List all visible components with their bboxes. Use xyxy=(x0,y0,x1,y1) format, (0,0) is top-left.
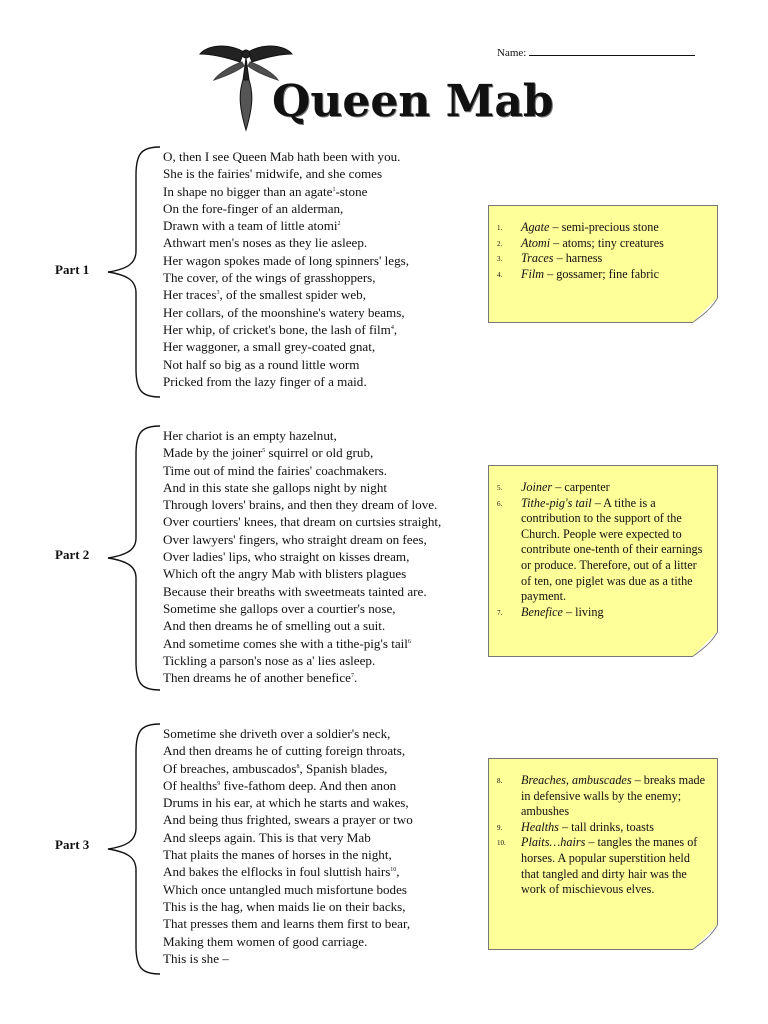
poem-line xyxy=(163,760,413,777)
part-1-stanza xyxy=(163,148,409,390)
footnote-number: 3. xyxy=(497,255,503,264)
poem-line-text: Because their breaths with sweetmeats tainted are. xyxy=(163,583,427,599)
poem-line xyxy=(163,669,441,686)
part-3-stanza xyxy=(163,725,413,967)
footnote-term: Film xyxy=(521,266,545,281)
footnote-number: 5. xyxy=(497,484,503,492)
poem-line xyxy=(163,635,441,652)
poem-line-text: That plaits the manes of horses in the night, xyxy=(163,847,392,863)
part-3-label: Part 3 xyxy=(55,837,90,852)
page-curl-icon xyxy=(692,631,718,657)
poem-line xyxy=(163,863,413,880)
name-field xyxy=(497,45,695,59)
footnote-number: 2. xyxy=(497,239,503,248)
poem-line xyxy=(163,496,441,513)
poem-line-text: On the fore-finger of an alderman, xyxy=(163,200,344,216)
footnote-definition: – breaks made in defensive walls by the enemy; ambushes xyxy=(521,773,705,819)
poem-line-text: This is the hag, when maids lie on their backs, xyxy=(163,898,406,914)
footnote-definition: – carpenter xyxy=(552,480,610,494)
poem-line-text: Her waggoner, a small grey-coated gnat, xyxy=(163,339,376,355)
poem-line-text: This is she – xyxy=(163,950,229,966)
poem-line xyxy=(163,462,441,479)
poem-line xyxy=(163,427,441,444)
poem-line xyxy=(163,531,441,548)
poem-line xyxy=(163,898,413,915)
poem-line xyxy=(163,373,409,390)
poem-line xyxy=(163,234,409,251)
poem-line xyxy=(163,286,409,303)
poem-line-text: Of healths xyxy=(163,777,218,793)
poem-line-continuation: . xyxy=(353,670,358,686)
poem-line xyxy=(163,269,409,286)
footnote-marker: 10 xyxy=(390,867,397,874)
footnote-term: Agate xyxy=(521,220,550,234)
poem-line-text: Over ladies' lips, who straight on kisses dream, xyxy=(163,549,410,565)
footnote-item xyxy=(497,773,709,820)
poem-line xyxy=(163,304,409,321)
poem-line-text: Through lovers' brains, and then they dream of love. xyxy=(163,497,438,513)
poem-line xyxy=(163,881,413,898)
poem-line-continuation: five-fathom deep. And then anon xyxy=(220,777,397,793)
footnote-number: 1. xyxy=(497,224,503,232)
poem-line-text: And sometime comes she with a tithe-pig's tail xyxy=(163,635,408,651)
part-1-footnote xyxy=(488,205,718,323)
poem-line xyxy=(163,846,413,863)
poem-line-text: Tickling a parson's nose as a' lies asleep. xyxy=(163,652,376,668)
poem-line-text: Made by the joiner xyxy=(163,445,263,461)
footnote-definition: – tall drinks, toasts xyxy=(558,819,655,834)
poem-line-text: Pricked from the lazy finger of a maid. xyxy=(163,373,367,389)
poem-line xyxy=(163,811,413,828)
poem-line xyxy=(163,829,413,846)
poem-line xyxy=(163,479,441,496)
poem-line-text: O, then I see Queen Mab hath been with you. xyxy=(163,149,401,164)
footnote-number: 9. xyxy=(497,823,503,832)
footnote-term: Atomi xyxy=(521,235,551,250)
footnote-term: Healths xyxy=(521,819,559,834)
footnote-marker: 9 xyxy=(217,780,221,787)
footnote-definition: – harness xyxy=(553,251,603,266)
poem-line-text: Her collars, of the moonshine's watery beams, xyxy=(163,304,405,320)
footnote-item xyxy=(497,480,709,496)
poem-line xyxy=(163,742,413,759)
footnote-number: 10. xyxy=(497,839,506,848)
poem-line xyxy=(163,356,409,373)
footnote-marker: 7 xyxy=(350,673,354,680)
poem-line xyxy=(163,777,413,794)
footnote-definition: – atoms; tiny creatures xyxy=(550,235,664,250)
page-curl-icon xyxy=(692,924,718,950)
footnote-item xyxy=(497,220,709,236)
footnote-marker: 4 xyxy=(390,324,394,331)
poem-line-text: Over courtiers' knees, that dream on curtsies straight, xyxy=(163,514,442,530)
poem-line-text: Her chariot is an empty hazelnut, xyxy=(163,428,337,443)
poem-line xyxy=(163,915,413,932)
poem-line-text: And in this state she gallops night by night xyxy=(163,479,388,495)
poem-line-text: The cover, of the wings of grasshoppers, xyxy=(163,270,376,286)
poem-line xyxy=(163,513,441,530)
poem-line xyxy=(163,321,409,338)
poem-line-text: Her whip, of cricket's bone, the lash of film xyxy=(163,321,391,337)
footnote-definition: – semi-precious stone xyxy=(549,220,659,234)
part-2-label: Part 2 xyxy=(55,547,90,562)
footnote-marker: 8 xyxy=(296,763,300,770)
name-label: Name: xyxy=(497,47,527,59)
part-2-brace xyxy=(106,424,162,692)
footnote-item xyxy=(497,236,709,252)
footnote-item xyxy=(497,835,709,897)
poem-line-text: Sometime she gallops over a courtier's nose, xyxy=(163,600,396,616)
part-1-label: Part 1 xyxy=(55,262,90,277)
poem-line xyxy=(163,252,409,269)
poem-line-continuation: , Spanish blades, xyxy=(299,760,388,776)
poem-line-text: That presses them and learns them first to bear, xyxy=(163,916,411,932)
poem-line-text: Sometime she driveth over a soldier's neck, xyxy=(163,726,391,741)
part-3-footnote xyxy=(488,758,718,950)
poem-line-continuation: , xyxy=(396,864,400,880)
footnote-term: Traces xyxy=(521,251,554,266)
footnote-item xyxy=(497,605,709,621)
poem-line-continuation: -stone xyxy=(335,183,368,199)
footnote-number: 8. xyxy=(497,777,503,785)
footnote-term: Plaits…hairs xyxy=(521,835,586,850)
footnote-marker: 1 xyxy=(332,186,336,193)
footnote-definition: – gossamer; fine fabric xyxy=(544,266,660,281)
poem-line xyxy=(163,548,441,565)
poem-line-text: Making them women of good carriage. xyxy=(163,933,368,949)
part-2-stanza xyxy=(163,427,441,686)
poem-line xyxy=(163,148,409,165)
poem-line-text: And bakes the elflocks in foul sluttish hairs xyxy=(163,864,391,880)
poem-line-text: She is the fairies' midwife, and she comes xyxy=(163,166,383,182)
footnote-item xyxy=(497,267,709,283)
poem-line xyxy=(163,950,413,967)
footnote-item xyxy=(497,496,709,605)
poem-line-text: And then dreams he of smelling out a suit. xyxy=(163,618,386,634)
poem-line-text: In shape no bigger than an agate xyxy=(163,183,333,199)
footnote-definition: – A tithe is a contribution to the support of the Church. People were expected to contribute one-tenth of their earnings or produce. Therefore, out of a litter of ten, one piglet was due as a tithe payment. xyxy=(521,495,703,604)
footnote-marker: 5 xyxy=(262,448,266,455)
poem-line-text: Time out of mind the fairies' coachmakers. xyxy=(163,462,388,478)
poem-line xyxy=(163,933,413,950)
footnote-marker: 3 xyxy=(216,290,220,297)
poem-line-text: Of breaches, ambuscados xyxy=(163,760,297,776)
poem-line-text: Which once untangled much misfortune bodes xyxy=(163,881,407,897)
poem-line-text: And being thus frighted, swears a prayer or two xyxy=(163,812,413,828)
poem-line xyxy=(163,338,409,355)
poem-line xyxy=(163,600,441,617)
poem-line xyxy=(163,617,441,634)
poem-line xyxy=(163,200,409,217)
footnote-term: Breaches, ambuscades xyxy=(521,773,632,787)
footnote-number: 4. xyxy=(497,270,503,279)
poem-line-text: Over lawyers' fingers, who straight dream on fees, xyxy=(163,531,427,547)
poem-line-text: Her wagon spokes made of long spinners' legs, xyxy=(163,252,410,268)
page-title: Queen Mab xyxy=(272,76,554,127)
poem-line-text: Then dreams he of another benefice xyxy=(163,670,351,686)
footnote-term: Tithe-pig's tail xyxy=(521,495,592,510)
poem-line xyxy=(163,444,441,461)
footnote-item xyxy=(497,820,709,836)
poem-line-text: Drawn with a team of little atomi xyxy=(163,218,338,234)
footnote-term: Joiner xyxy=(521,480,553,494)
footnote-item xyxy=(497,251,709,267)
poem-line-text: Not half so big as a round little worm xyxy=(163,356,360,372)
poem-line-text: Drums in his ear, at which he starts and wakes, xyxy=(163,795,409,811)
poem-line-continuation: , of the smallest spider web, xyxy=(219,287,366,303)
footnote-marker: 2 xyxy=(337,221,341,228)
poem-line xyxy=(163,165,409,182)
poem-line-continuation: squirrel or old grub, xyxy=(265,445,374,461)
poem-line xyxy=(163,725,413,742)
poem-line xyxy=(163,183,409,200)
page-curl-icon xyxy=(692,297,718,323)
poem-line-text: Which oft the angry Mab with blisters plagues xyxy=(163,566,407,582)
part-3-brace xyxy=(106,722,162,976)
footnote-definition: – tangles the manes of horses. A popular superstition held that tangled and dirty hair was the work of mischievous elves. xyxy=(521,835,698,897)
poem-line-text: Athwart men's noses as they lie asleep. xyxy=(163,235,368,251)
footnote-number: 7. xyxy=(497,608,503,617)
name-input-line[interactable] xyxy=(529,45,695,56)
poem-line-text: And sleeps again. This is that very Mab xyxy=(163,829,371,845)
poem-line-text: And then dreams he of cutting foreign throats, xyxy=(163,743,406,759)
footnote-marker: 6 xyxy=(407,638,411,645)
poem-line xyxy=(163,217,409,234)
footnote-term: Benefice xyxy=(521,604,563,619)
part-2-footnote xyxy=(488,465,718,657)
poem-line-text: Her traces xyxy=(163,287,217,303)
poem-line xyxy=(163,565,441,582)
poem-line-continuation: , xyxy=(393,321,398,337)
poem-line xyxy=(163,794,413,811)
poem-line xyxy=(163,583,441,600)
footnote-definition: – living xyxy=(562,604,604,619)
footnote-number: 6. xyxy=(497,499,503,508)
poem-line xyxy=(163,652,441,669)
part-1-brace xyxy=(106,145,162,399)
